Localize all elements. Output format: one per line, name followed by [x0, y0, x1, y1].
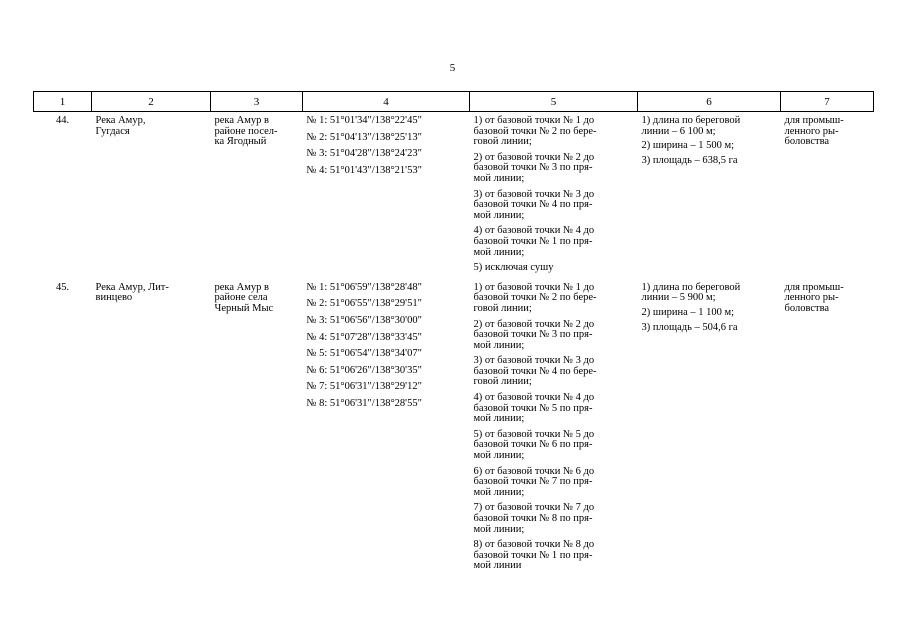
- text-line: базовой точки № 2 по бере-: [473, 292, 597, 304]
- text-line: Река Амур, Лит-: [95, 281, 169, 293]
- area-location: [211, 112, 303, 279]
- text-line: 1) от базовой точки № 1 до: [473, 281, 595, 293]
- table-row: [34, 279, 874, 577]
- text-line: мой линии;: [473, 209, 525, 221]
- column-header-6: 6: [638, 92, 781, 112]
- text-line: 1) от базовой точки № 1 до: [473, 115, 595, 126]
- text-line: говой линии;: [473, 376, 532, 388]
- text-line: базовой точки № 3 по пря-: [473, 162, 593, 174]
- boundary-item: [474, 393, 634, 425]
- text-line: базовой точки № 4 по пря-: [473, 199, 593, 211]
- boundary-item: [474, 116, 634, 148]
- boundary-item: [474, 467, 634, 499]
- text-line: 3) площадь – 504,6 га: [641, 321, 738, 333]
- boundary-item: [474, 356, 634, 388]
- text-line: говой линии;: [473, 302, 532, 314]
- page-number: 5: [449, 62, 456, 74]
- column-header-4: 4: [303, 92, 470, 112]
- text-line: 1) длина по береговой: [641, 115, 741, 126]
- text-line: 4) от базовой точки № 4 до: [473, 225, 595, 237]
- area-location: [211, 279, 303, 577]
- text-line: базовой точки № 2 по бере-: [473, 125, 597, 137]
- text-line: 3) от базовой точки № 3 до: [473, 355, 595, 367]
- coordinate-line: № 3: 51°06'56"/138°30'00": [306, 314, 422, 326]
- text-line: мой линии;: [473, 523, 525, 535]
- row-number: 44.: [55, 115, 70, 126]
- text-line: 8) от базовой точки № 8 до: [473, 539, 595, 551]
- text-line: районе посел-: [214, 125, 278, 137]
- area-name: [92, 112, 211, 279]
- text-line: базовой точки № 8 по пря-: [473, 513, 593, 524]
- text-line: базовой точки № 4 по бере-: [473, 365, 597, 377]
- boundary-description: [470, 279, 638, 577]
- area-purpose: [781, 112, 874, 279]
- text-line: Черный Мыс: [214, 302, 274, 314]
- coordinate-line: № 4: 51°07'28"/138°33'45": [306, 331, 422, 343]
- text-line: для промыш-: [784, 281, 844, 293]
- coordinate-line: № 3: 51°04'28"/138°24'23": [306, 148, 422, 160]
- text-line: 5) от базовой точки № 5 до: [473, 428, 595, 440]
- coordinate-line: № 2: 51°06'55"/138°29'51": [306, 298, 422, 310]
- column-header-7: 7: [781, 92, 874, 112]
- text-line: Гугдася: [95, 125, 130, 137]
- text-line: мой линии;: [473, 339, 525, 351]
- text-line: 2) ширина – 1 100 м;: [641, 306, 735, 318]
- text-line: базовой точки № 1 по пря-: [473, 549, 593, 561]
- dimension-item: [642, 283, 777, 304]
- text-line: боловства: [784, 136, 830, 148]
- text-line: районе села: [214, 292, 268, 304]
- text-line: 2) от базовой точки № 2 до: [473, 151, 595, 163]
- boundary-item: [474, 153, 634, 185]
- text-line: базовой точки № 3 по пря-: [473, 329, 593, 341]
- text-line: говой линии;: [473, 136, 532, 148]
- coordinate-line: № 5: 51°06'54"/138°34'07": [306, 348, 422, 360]
- boundary-item: [474, 283, 634, 315]
- text-line: 1) длина по береговой: [641, 281, 741, 293]
- text-line: мой линии;: [473, 450, 525, 462]
- text-line: мой линии;: [473, 486, 525, 498]
- coordinate-line: № 2: 51°04'13"/138°25'13": [306, 131, 422, 143]
- boundary-item: [474, 540, 634, 572]
- area-dimensions: [638, 279, 781, 577]
- column-header-5: 5: [470, 92, 638, 112]
- text-line: линии – 5 900 м;: [641, 292, 716, 304]
- coordinate-line: № 7: 51°06'31"/138°29'12": [306, 381, 422, 393]
- text-line: винцево: [95, 292, 133, 304]
- boundary-item: [474, 503, 634, 535]
- coordinate-line: № 6: 51°06'26"/138°30'35": [306, 364, 422, 376]
- dimension-item: [642, 156, 777, 167]
- text-line: 7) от базовой точки № 7 до: [473, 502, 595, 514]
- area-dimensions: [638, 112, 781, 279]
- area-purpose: [781, 279, 874, 577]
- text-line: 2) ширина – 1 500 м;: [641, 140, 735, 152]
- row-number: 45.: [55, 281, 70, 293]
- boundary-item: [474, 190, 634, 222]
- coordinate-line: № 4: 51°01'43"/138°21'53": [306, 164, 422, 176]
- text-line: 3) площадь – 638,5 га: [641, 154, 738, 166]
- boundary-item: [474, 226, 634, 258]
- text-line: 6) от базовой точки № 6 до: [473, 465, 595, 477]
- text-line: ленного ры-: [784, 125, 839, 137]
- text-line: мой линии: [473, 560, 522, 572]
- text-line: боловства: [784, 302, 830, 314]
- text-line: река Амур в: [214, 115, 269, 126]
- text-line: для промыш-: [784, 115, 844, 126]
- text-line: базовой точки № 5 по пря-: [473, 402, 593, 414]
- text-line: базовой точки № 6 по пря-: [473, 439, 593, 451]
- text-line: 5) исключая сушу: [473, 262, 554, 274]
- text-line: 4) от базовой точки № 4 до: [473, 392, 595, 404]
- column-header-2: 2: [92, 92, 211, 112]
- base-point-coordinates: [303, 112, 470, 279]
- text-line: 3) от базовой точки № 3 до: [473, 188, 595, 200]
- text-line: мой линии;: [473, 413, 525, 425]
- column-number-header-row: [34, 92, 874, 112]
- text-line: базовой точки № 7 по пря-: [473, 476, 593, 488]
- text-line: река Амур в: [214, 281, 269, 293]
- boundary-item: [474, 320, 634, 352]
- fishing-areas-table: [33, 91, 874, 577]
- boundary-item: [474, 430, 634, 462]
- text-line: линии – 6 100 м;: [641, 125, 716, 137]
- column-header-3: 3: [211, 92, 303, 112]
- dimension-item: [642, 141, 777, 152]
- text-line: мой линии;: [473, 246, 525, 258]
- text-line: Река Амур,: [95, 115, 146, 126]
- base-point-coordinates: [303, 279, 470, 577]
- text-line: базовой точки № 1 по пря-: [473, 235, 593, 247]
- area-name: [92, 279, 211, 577]
- text-line: ка Ягодный: [214, 136, 267, 148]
- table-row: [34, 112, 874, 279]
- coordinate-line: № 8: 51°06'31"/138°28'55": [306, 397, 422, 409]
- column-header-1: 1: [34, 92, 92, 112]
- text-line: ленного ры-: [784, 292, 839, 304]
- dimension-item: [642, 116, 777, 137]
- text-line: мой линии;: [473, 172, 525, 184]
- dimension-item: [642, 323, 777, 334]
- coordinate-line: № 1: 51°01'34"/138°22'45": [306, 115, 422, 126]
- text-line: 2) от базовой точки № 2 до: [473, 318, 595, 330]
- coordinate-line: № 1: 51°06'59"/138°28'48": [306, 281, 422, 293]
- boundary-item: [474, 263, 634, 274]
- boundary-description: [470, 112, 638, 279]
- dimension-item: [642, 308, 777, 319]
